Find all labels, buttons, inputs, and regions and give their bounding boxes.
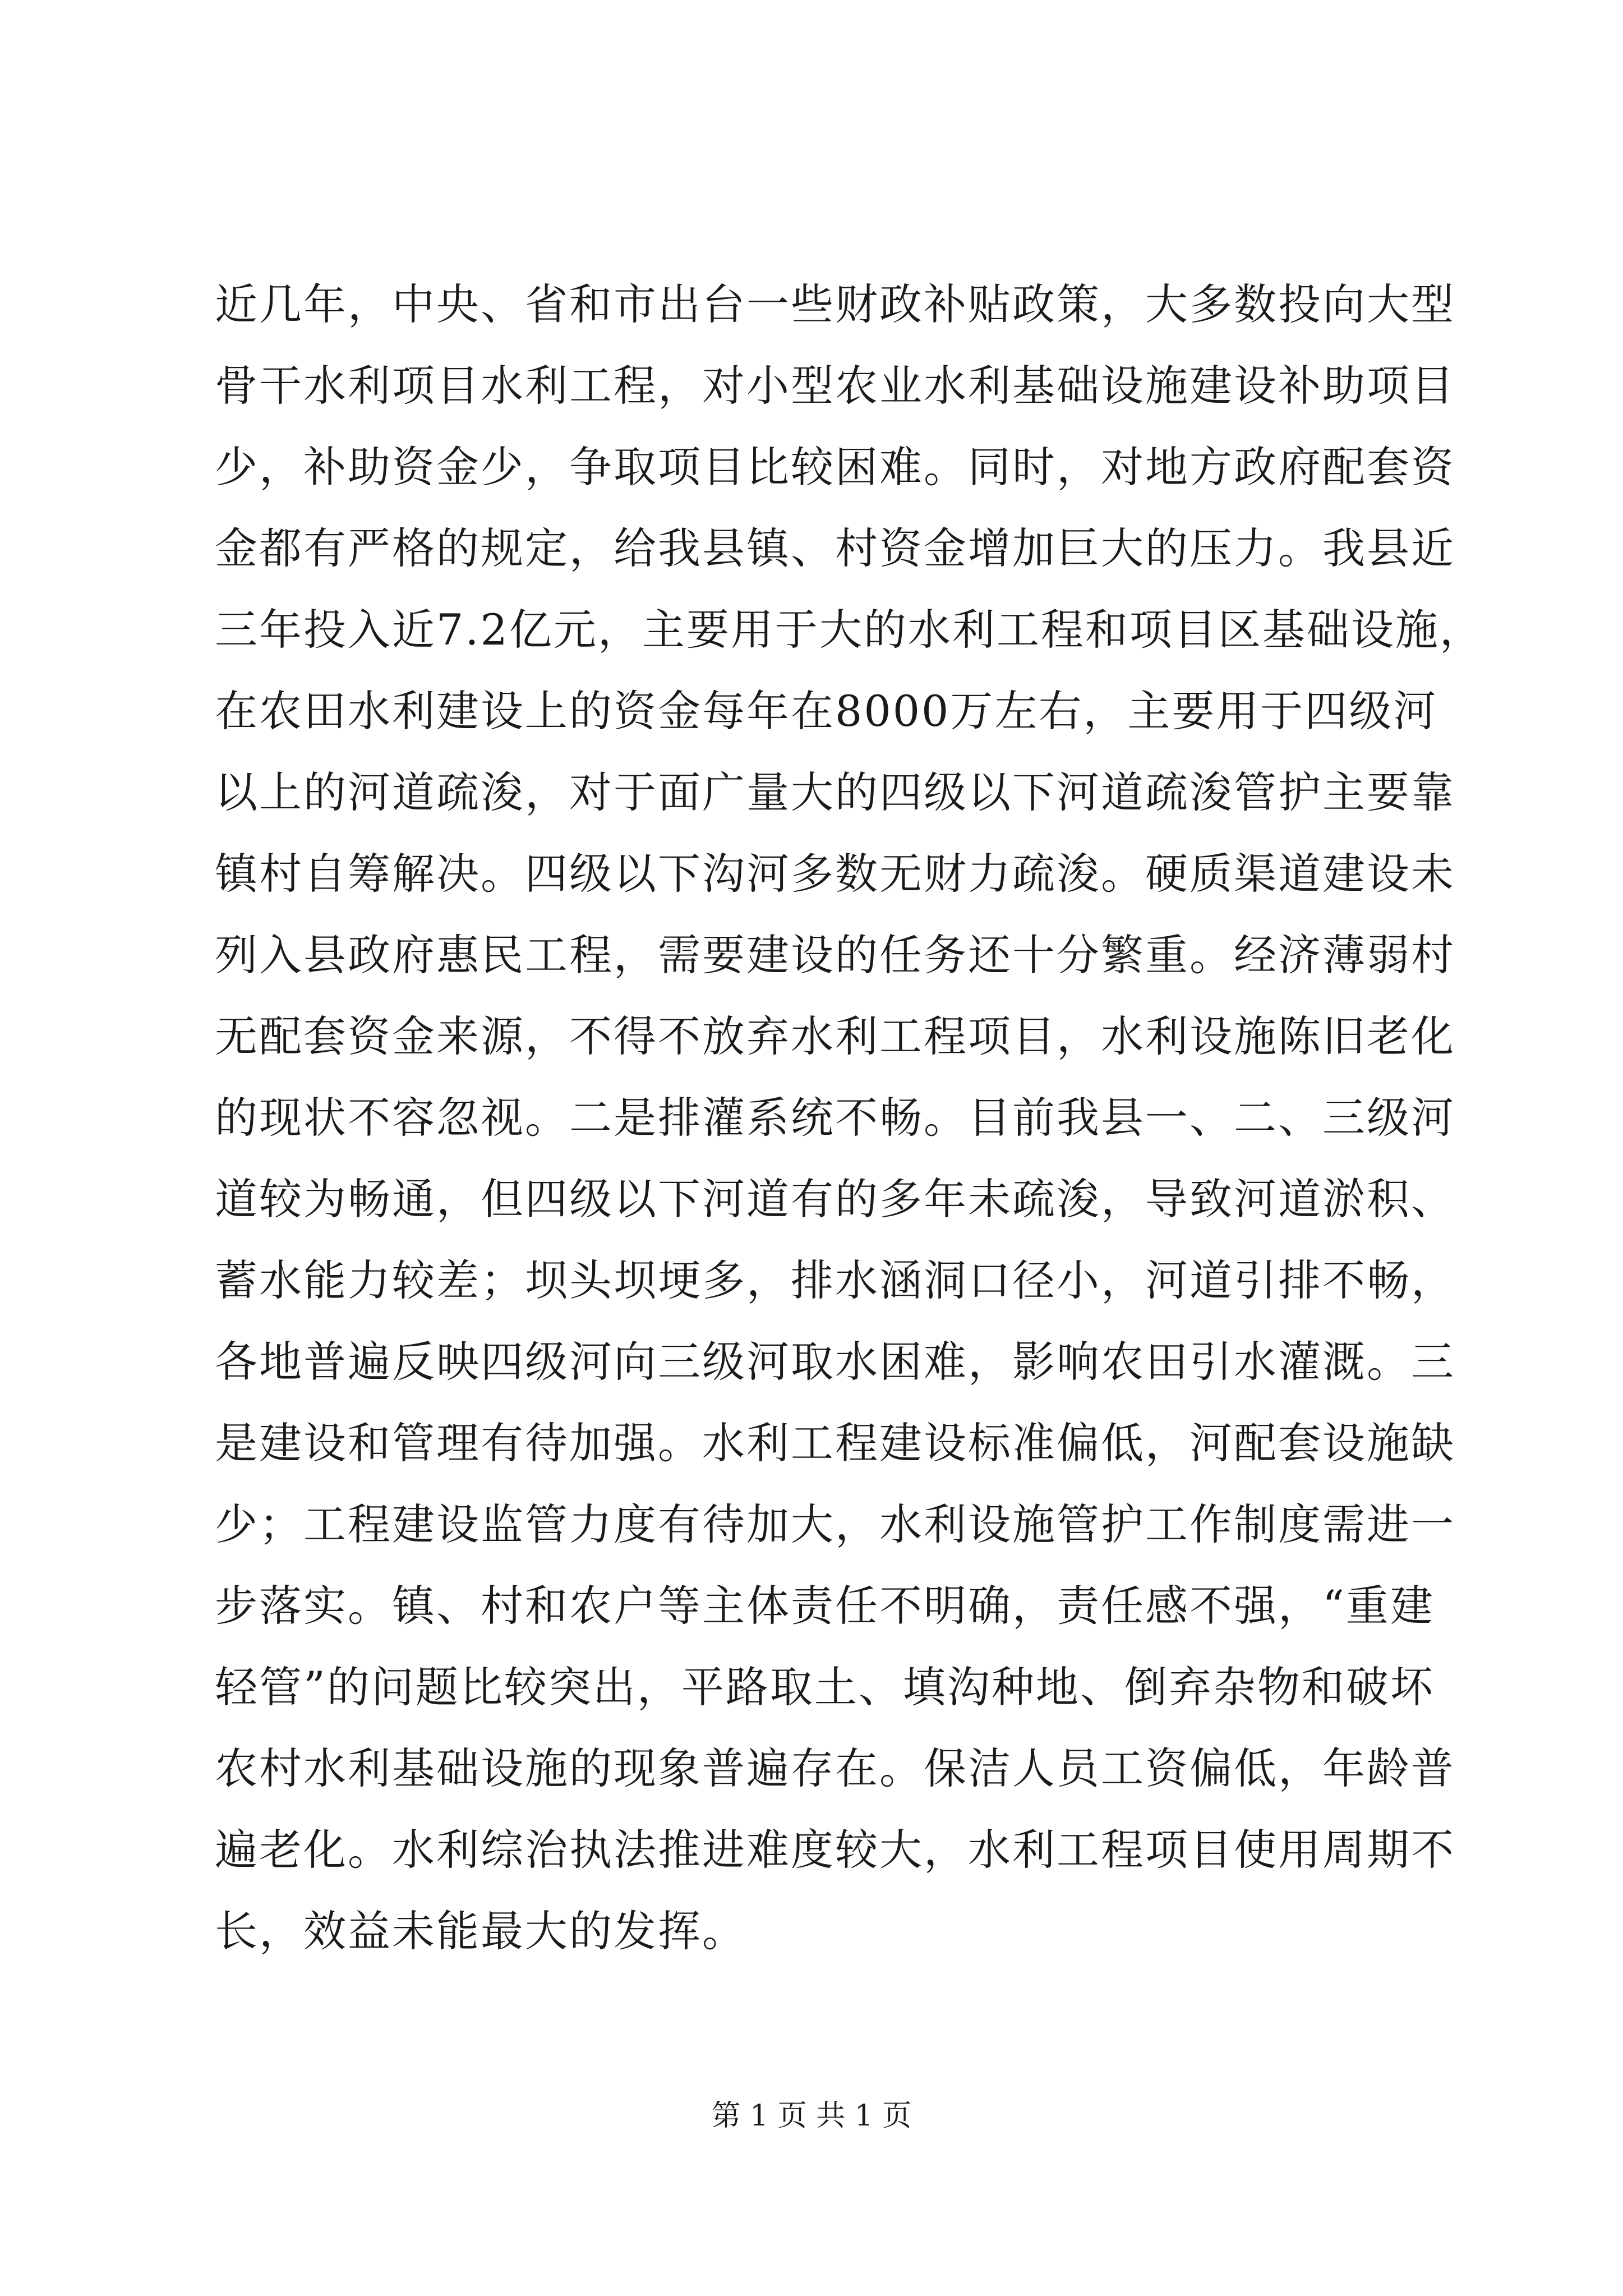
text-line: 列入县政府惠民工程，需要建设的任务还十分繁重。经济薄弱村 <box>215 930 1455 980</box>
text-line: 金都有严格的规定，给我县镇、村资金增加巨大的压力。我县近 <box>215 523 1455 573</box>
text-line-last: 长，效益未能最大的发挥。 <box>215 1906 746 1956</box>
text-line: 以上的河道疏浚，对于面广量大的四级以下河道疏浚管护主要靠 <box>215 767 1455 817</box>
text-line: 少；工程建设监管力度有待加大，水利设施管护工作制度需进一 <box>215 1499 1455 1549</box>
text-line: 蓄水能力较差；坝头坝埂多，排水涵洞口径小，河道引排不畅， <box>215 1255 1455 1305</box>
text-line: 步落实。镇、村和农户等主体责任不明确，责任感不强，“重建 <box>215 1581 1435 1631</box>
page-number-footer: 第 1 页 共 1 页 <box>711 2099 912 2133</box>
text-line: 是建设和管理有待加强。水利工程建设标准偏低，河配套设施缺 <box>215 1418 1455 1468</box>
text-line: 无配套资金来源，不得不放弃水利工程项目，水利设施陈旧老化 <box>215 1011 1455 1061</box>
text-line: 三年投入近7.2亿元，主要用于大的水利工程和项目区基础设施， <box>215 605 1484 655</box>
text-line: 道较为畅通，但四级以下河道有的多年未疏浚，导致河道淤积、 <box>215 1174 1455 1224</box>
body-paragraph <box>215 264 1484 1972</box>
text-line: 的现状不容忽视。二是排灌系统不畅。目前我县一、二、三级河 <box>215 1093 1455 1143</box>
text-line: 骨干水利项目水利工程，对小型农业水利基础设施建设补助项目 <box>215 361 1455 411</box>
text-line: 近几年，中央、省和市出台一些财政补贴政策，大多数投向大型 <box>215 279 1455 329</box>
text-line: 遍老化。水利综治执法推进难度较大，水利工程项目使用周期不 <box>215 1825 1455 1875</box>
text-line: 少，补助资金少，争取项目比较困难。同时，对地方政府配套资 <box>215 442 1455 492</box>
text-line: 各地普遍反映四级河向三级河取水困难，影响农田引水灌溉。三 <box>215 1337 1455 1387</box>
text-line: 农村水利基础设施的现象普遍存在。保洁人员工资偏低，年龄普 <box>215 1743 1455 1793</box>
text-line: 在农田水利建设上的资金每年在8000万左右，主要用于四级河 <box>215 686 1438 736</box>
text-line: 镇村自筹解决。四级以下沟河多数无财力疏浚。硬质渠道建设未 <box>215 849 1455 899</box>
text-line: 轻管”的问题比较突出，平路取土、填沟种地、倒弃杂物和破坏 <box>215 1662 1435 1712</box>
